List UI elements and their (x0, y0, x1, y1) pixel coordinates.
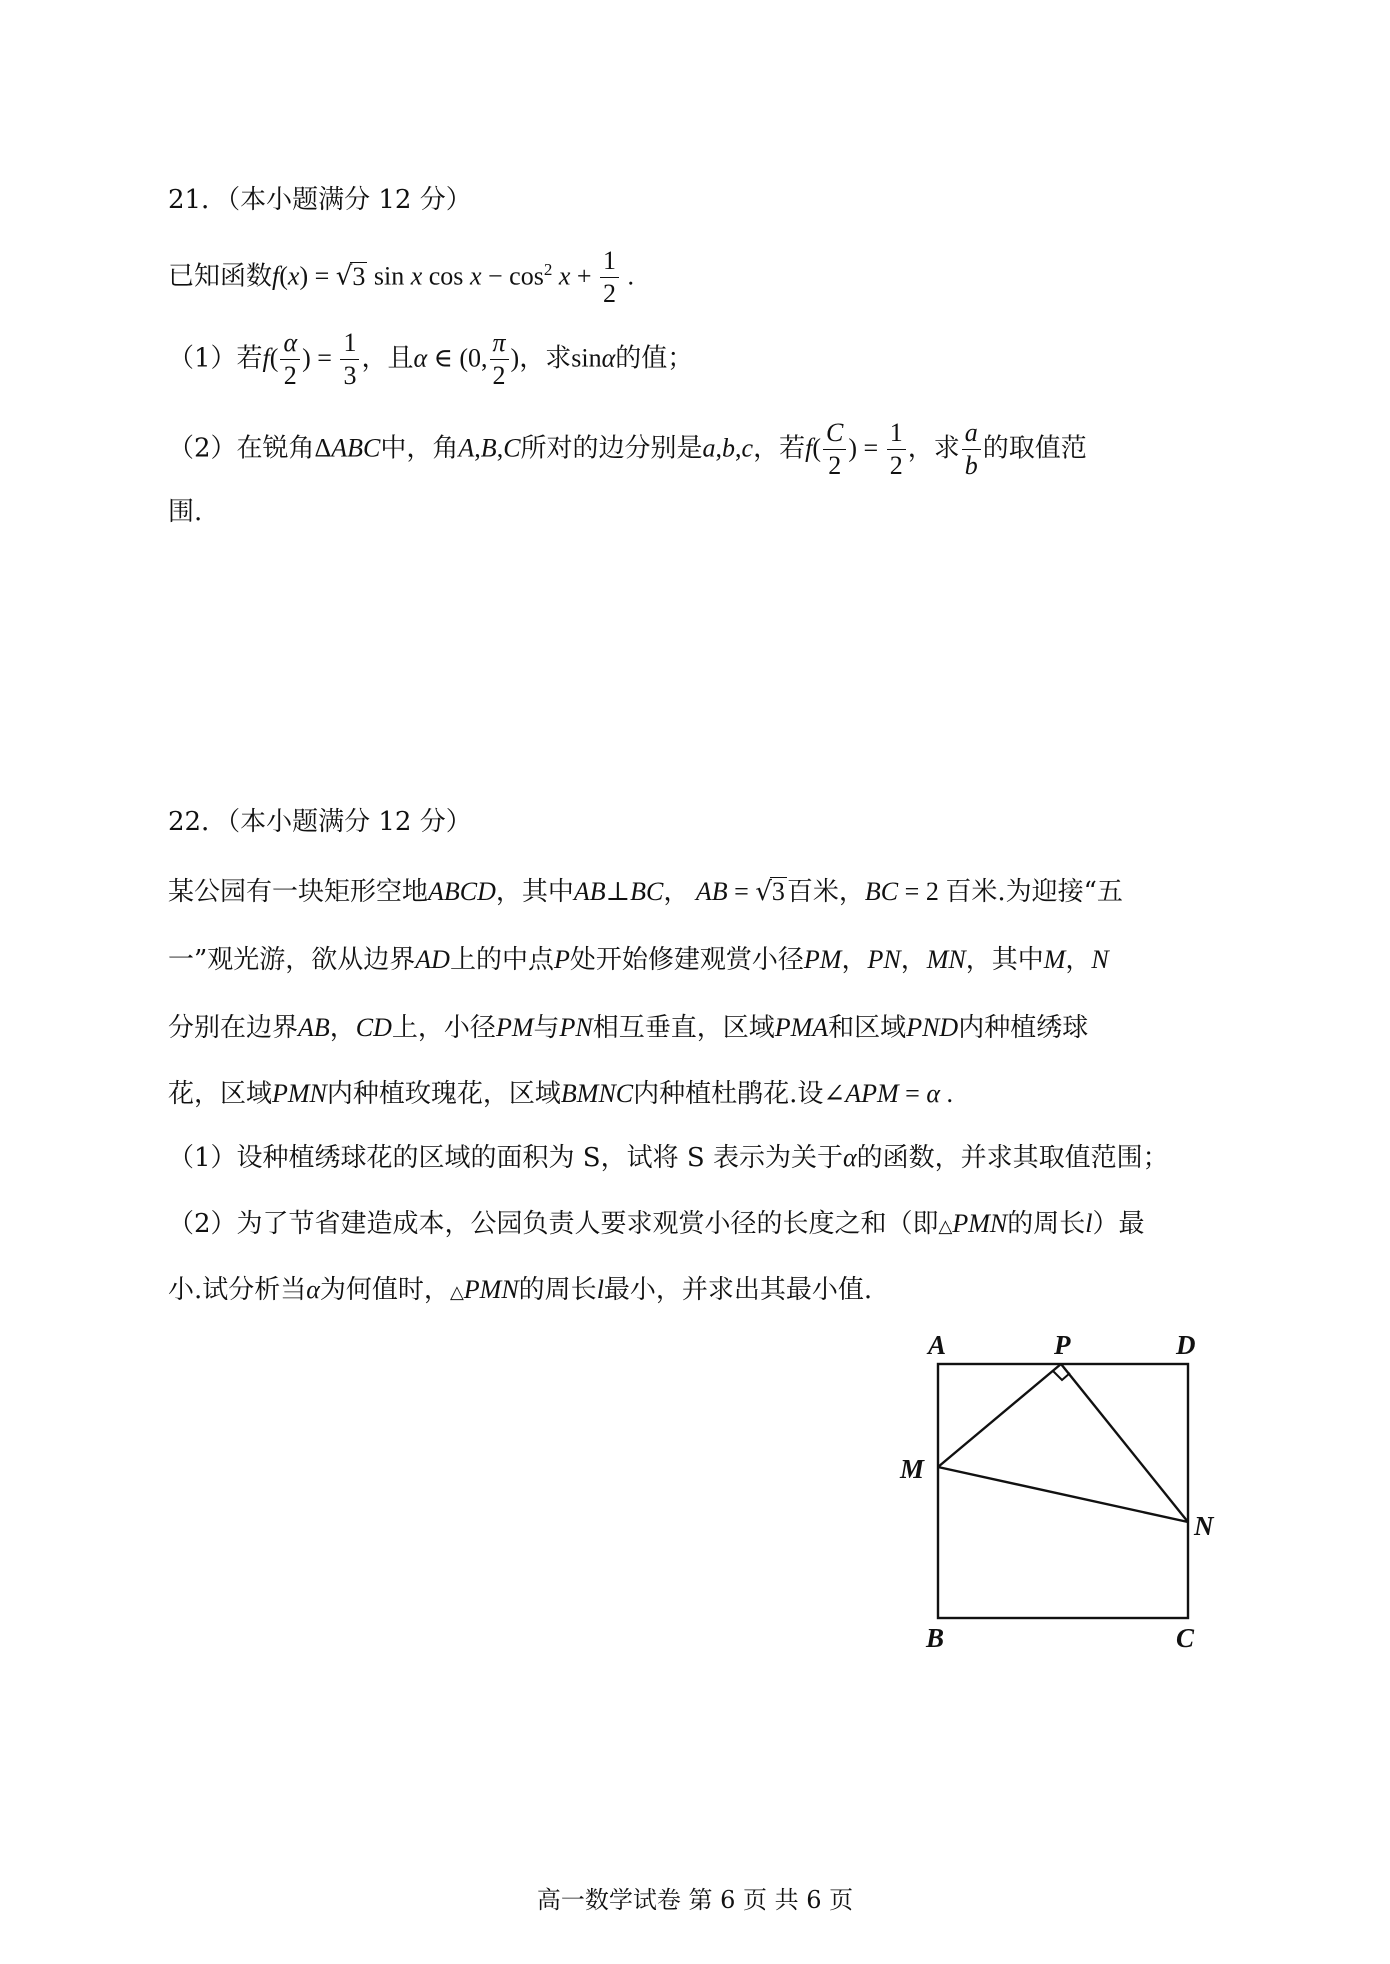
q22-part2-continued: 小.试分析当α为何值时，△PMN的周长l最小，并求出其最小值. (168, 1275, 873, 1305)
q22-header: 22．（本小题满分 12 分） (168, 807, 472, 837)
q21-part2-continued: 围. (168, 497, 203, 527)
q22-part2: （2）为了节省建造成本，公园负责人要求观赏小径的长度之和（即△PMN的周长l）最 (168, 1209, 1145, 1239)
label-N: N (1194, 1511, 1214, 1541)
q22-line4: 花，区域PMN内种植玫瑰花，区域BMNC内种植杜鹃花.设∠APM = α . (168, 1079, 953, 1109)
q21-function-definition: 已知函数f(x) = √3 sin x $\cos x - \cos^2 x$ + $\frac{1}{2}$ . (168, 246, 635, 308)
label-B: B (926, 1623, 945, 1653)
label-D: D (1176, 1330, 1196, 1360)
q22-line1: 某公园有一块矩形空地ABCD，其中AB⊥BC， AB = √3百米，BC = 2 百米.为迎接“五 (168, 877, 1123, 907)
q21-part2: （2）在锐角ΔABC中，角A,B,C所对的边分别是a,b,c，若f( $\frac{C}{2}$ ) = $\frac{1}{2}$ ，求 $\frac{a}{b}$ 的取值范 (168, 418, 1087, 480)
label-M: M (900, 1454, 925, 1484)
right-angle-mark (1053, 1371, 1070, 1380)
q21-header: 21．（本小题满分 12 分） (168, 185, 472, 215)
path-PN (1061, 1364, 1188, 1522)
q22-line3: 分别在边界AB，CD上，小径PM与PN相互垂直，区域PMA和区域PND内种植绣球 (168, 1013, 1089, 1043)
path-MN (938, 1467, 1188, 1522)
q21-part1: （1）若f( $\frac{\alpha}{2}$ ) = $\frac{1}{3}$ ，且α ∈ (0, $\frac{\pi}{2}$ )，求sinα的值； (168, 328, 694, 390)
label-P: P (1054, 1330, 1071, 1360)
rectangle-ABCD (938, 1364, 1188, 1618)
q22-part1: （1）设种植绣球花的区域的面积为 S，试将 S 表示为关于α的函数，并求其取值范围； (168, 1143, 1169, 1173)
q22-line2: 一”观光游，欲从边界AD上的中点P处开始修建观赏小径PM，PN，MN，其中M，N (168, 945, 1109, 975)
page-footer: 高一数学试卷 第 6 页 共 6 页 (536, 1886, 854, 1914)
label-C: C (1176, 1623, 1195, 1653)
path-PM (938, 1364, 1061, 1467)
label-A: A (928, 1330, 947, 1360)
